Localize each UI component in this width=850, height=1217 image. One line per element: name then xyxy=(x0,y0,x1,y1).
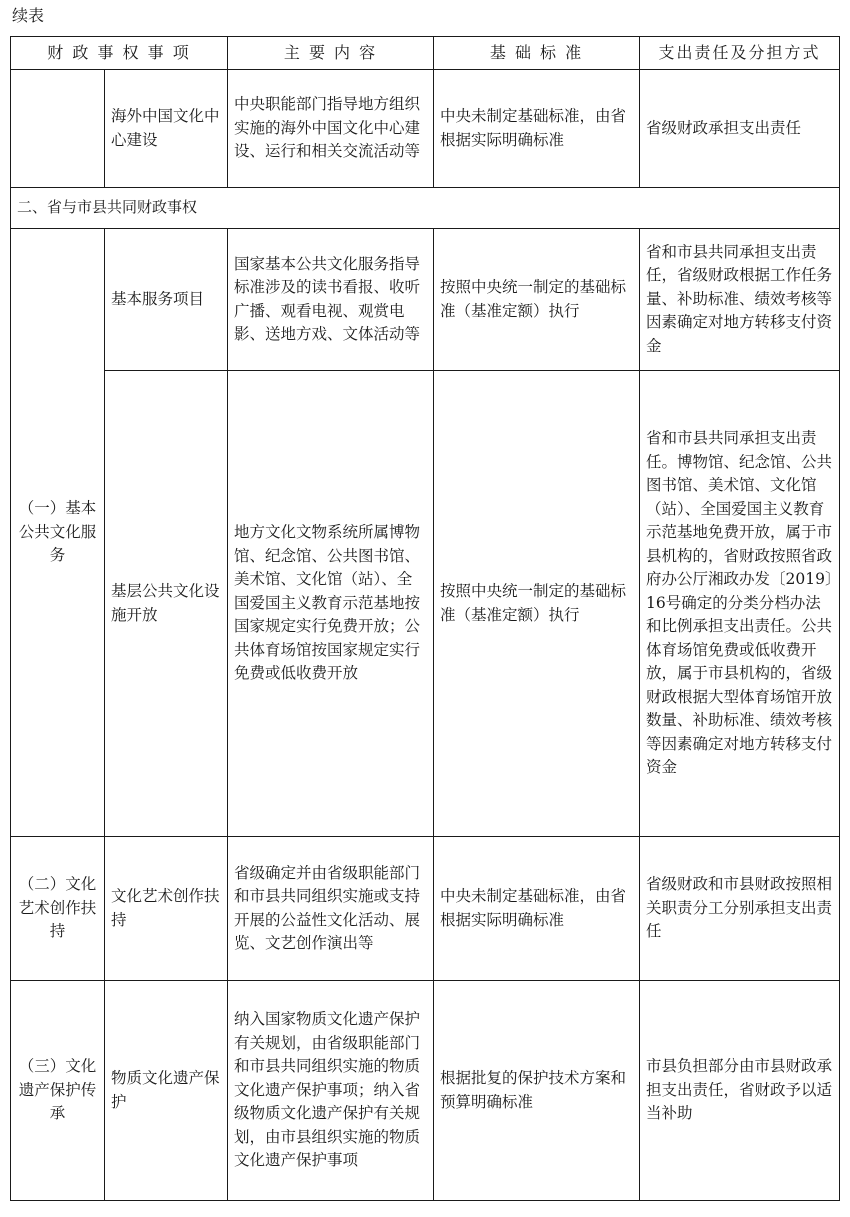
content-cell: 国家基本公共文化服务指导标准涉及的读书看报、收听广播、观看电视、观赏电影、送地方戏、文体活动等 xyxy=(228,229,434,371)
table-row xyxy=(11,70,840,188)
responsibility-cell: 省和市县共同承担支出责任，省级财政根据工作任务量、补助标准、绩效考核等因素确定对地方转移支付资金 xyxy=(640,229,840,371)
section-title: 二、省与市县共同财政事权 xyxy=(11,188,840,229)
responsibility-cell: 省级财政承担支出责任 xyxy=(640,70,840,188)
table-row xyxy=(11,981,840,1201)
table-row xyxy=(11,837,840,981)
standard-cell: 按照中央统一制定的基础标准（基准定额）执行 xyxy=(434,229,640,371)
header-content: 主 要 内 容 xyxy=(228,37,434,70)
item-cell: 海外中国文化中心建设 xyxy=(105,70,228,188)
header-responsibility: 支出责任及分担方式 xyxy=(640,37,840,70)
responsibility-cell: 市县负担部分由市县财政承担支出责任，省财政予以适当补助 xyxy=(640,981,840,1201)
item-cell: 物质文化遗产保护 xyxy=(105,981,228,1201)
continued-label: 续表 xyxy=(12,6,45,25)
responsibility-cell: 省级财政和市县财政按照相关职责分工分别承担支出责任 xyxy=(640,837,840,981)
content-cell: 纳入国家物质文化遗产保护有关规划，由省级职能部门和市县共同组织实施的物质文化遗产保护事项；纳入省级物质文化遗产保护有关规划，由市县组织实施的物质文化遗产保护事项 xyxy=(228,981,434,1201)
table-header-row xyxy=(11,37,840,70)
table-row xyxy=(11,229,840,371)
item-cell: 基层公共文化设施开放 xyxy=(105,371,228,837)
category-cell: （二）文化艺术创作扶持 xyxy=(11,837,105,981)
content-cell: 地方文化文物系统所属博物馆、纪念馆、公共图书馆、美术馆、文化馆（站）、全国爱国主义教育示范基地按国家规定实行免费开放；公共体育场馆按国家规定实行免费或低收费开放 xyxy=(228,371,434,837)
item-cell: 基本服务项目 xyxy=(105,229,228,371)
standard-cell: 根据批复的保护技术方案和预算明确标准 xyxy=(434,981,640,1201)
section-row xyxy=(11,188,840,229)
standard-cell: 中央未制定基础标准，由省根据实际明确标准 xyxy=(434,70,640,188)
responsibility-cell: 省和市县共同承担支出责任。博物馆、纪念馆、公共图书馆、美术馆、文化馆（站）、全国爱国主义教育示范基地免费开放，属于市县机构的，省财政按照省政府办公厅湘政办发〔2019〕16号确定的分类分档办法和比例承担支出责任。公共体育场馆免费或低收费开放，属于市县机构的，省级财政根据大型体育场馆开放数量、补助标准、绩效考核等因素确定对地方转移支付资金 xyxy=(640,371,840,837)
item-cell: 文化艺术创作扶持 xyxy=(105,837,228,981)
header-standard: 基 础 标 准 xyxy=(434,37,640,70)
category-cell: （三）文化遗产保护传承 xyxy=(11,981,105,1201)
standard-cell: 中央未制定基础标准，由省根据实际明确标准 xyxy=(434,837,640,981)
header-category: 财 政 事 权 事 项 xyxy=(11,37,228,70)
table-row xyxy=(11,371,840,837)
standard-cell: 按照中央统一制定的基础标准（基准定额）执行 xyxy=(434,371,640,837)
empty-category-cell xyxy=(11,70,105,188)
content-cell: 省级确定并由省级职能部门和市县共同组织实施或支持开展的公益性文化活动、展览、文艺创作演出等 xyxy=(228,837,434,981)
content-cell: 中央职能部门指导地方组织实施的海外中国文化中心建设、运行和相关交流活动等 xyxy=(228,70,434,188)
category-cell: （一）基本公共文化服务 xyxy=(11,229,105,837)
fiscal-responsibility-table xyxy=(10,36,840,1201)
